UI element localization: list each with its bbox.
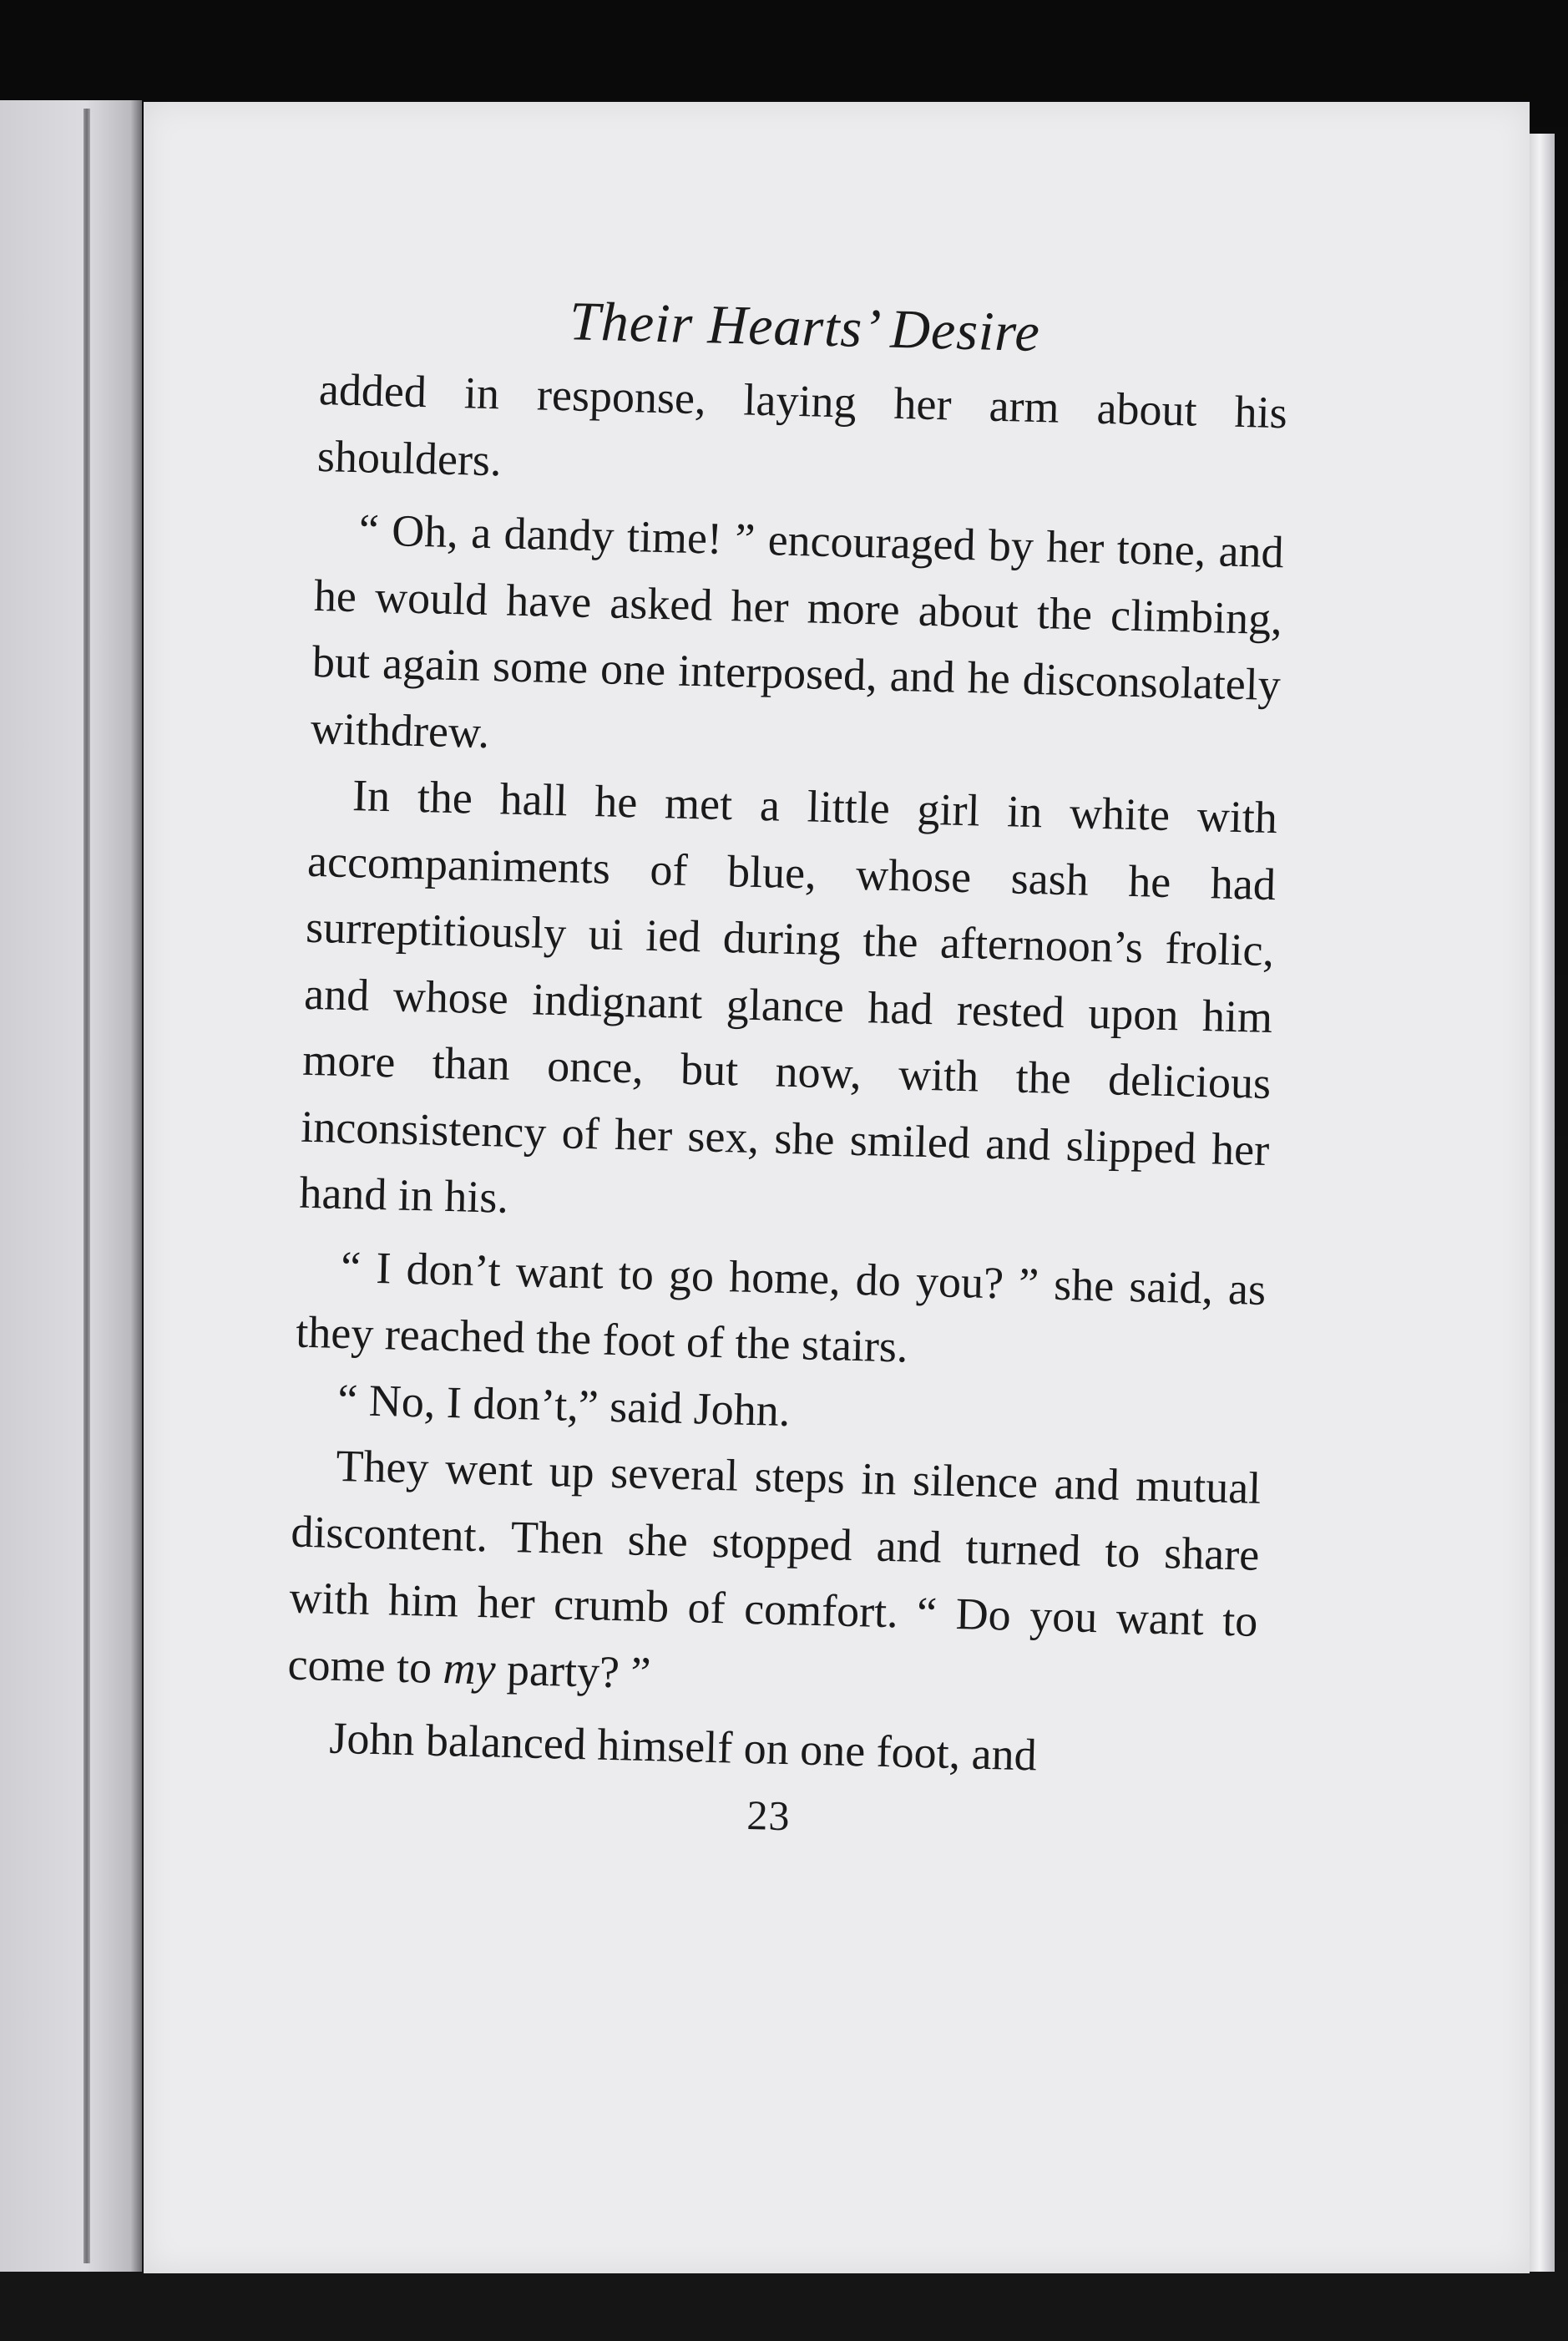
- paragraph-6: [287, 1432, 1262, 1721]
- paragraph-6-tail: party? ”: [506, 1644, 652, 1698]
- page-stack-edge: [1530, 134, 1555, 2272]
- paragraph-1: added in response, laying her arm about his shoulders.: [316, 363, 1288, 485]
- paragraph-3: In the hall he met a little girl in white with accompaniments of blue, whose sash he had surreptitiously ui ied during the afternoon’s frolic, and whose indignant glance had rested upon him more than once, but now, with the delicious inconsistency of her sex, she smiled and slipped her hand in his.: [298, 770, 1278, 1223]
- paragraph-6-emphasis: my: [442, 1642, 497, 1695]
- paragraph-4: “ I don’t want to go home, do you? ” she said, as they reached the foot of the stairs.: [295, 1241, 1267, 1372]
- paragraph-5: “ No, I don’t,” said John.: [336, 1374, 792, 1436]
- facing-page-edge: [0, 100, 142, 2272]
- running-head: Their Hearts’ Desire: [569, 291, 1041, 364]
- page-body: [286, 357, 1288, 1794]
- paragraph-6-text: They went up several steps in silence and mutual discontent. Then she stopped and turned to share with him her crumb of comfort. “ Do you want to come to: [287, 1440, 1262, 1693]
- page-text-block: [284, 288, 1290, 1851]
- page-number: 23: [746, 1791, 792, 1839]
- paragraph-2: “ Oh, a dandy time! ” encouraged by her tone, and he would have asked her more about the climbing, but again some one interposed, and he disconsolately withdrew.: [310, 504, 1285, 758]
- book-gutter: [83, 109, 90, 2263]
- paragraph-7: John balanced himself on one foot, and: [328, 1712, 1038, 1781]
